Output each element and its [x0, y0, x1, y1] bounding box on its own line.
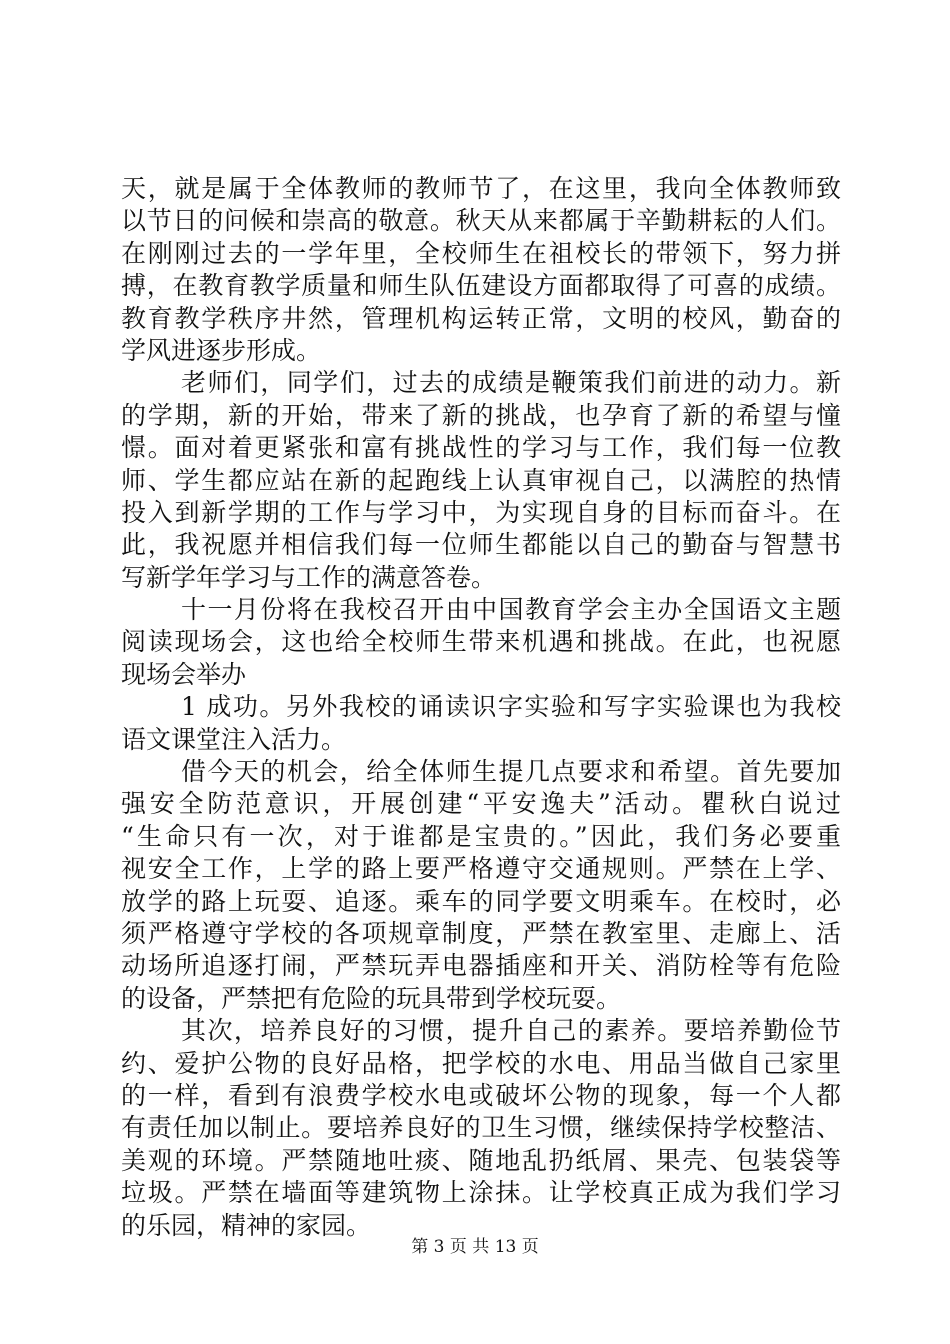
text-line: 美观的环境。严禁随地吐痰、随地乱扔纸屑、果壳、包装袋等	[121, 1145, 841, 1175]
text-line: 写新学年学习与工作的满意答卷。	[121, 562, 497, 592]
text-line: 以节日的问候和崇高的敬意。秋天从来都属于辛勤耕耘的人们。	[121, 206, 841, 236]
text-line: 憬。面对着更紧张和富有挑战性的学习与工作，我们每一位教	[121, 433, 841, 463]
text-line: 在刚刚过去的一学年里，全校师生在祖校长的带领下，努力拼	[121, 238, 841, 268]
text-line: 的设备，严禁把有危险的玩具带到学校玩耍。	[121, 983, 622, 1013]
text-line: 师、学生都应站在新的起跑线上认真审视自己，以满腔的热情	[121, 465, 841, 495]
text-line: 搏，在教育教学质量和师生队伍建设方面都取得了可喜的成绩。	[121, 271, 841, 301]
text-line: 的学期，新的开始，带来了新的挑战，也孕育了新的希望与憧	[121, 400, 841, 430]
text-line: 垃圾。严禁在墙面等建筑物上涂抹。让学校真正成为我们学习	[121, 1178, 841, 1208]
text-line: 有责任加以制止。要培养良好的卫生习惯，继续保持学校整洁、	[121, 1113, 841, 1143]
page-footer: 第 3 页 共 13 页	[411, 1237, 539, 1257]
text-line: 借今天的机会，给全体师生提几点要求和希望。首先要加	[181, 757, 841, 787]
text-line: 教育教学秩序井然，管理机构运转正常，文明的校风，勤奋的	[121, 303, 841, 333]
text-line: 此，我祝愿并相信我们每一位师生都能以自己的勤奋与智慧书	[121, 530, 841, 560]
text-line: 须严格遵守学校的各项规章制度，严禁在教室里、走廊上、活	[121, 918, 841, 948]
text-line: 视安全工作，上学的路上要严格遵守交通规则。严禁在上学、	[121, 854, 841, 884]
text-line: 阅读现场会，这也给全校师生带来机遇和挑战。在此，也祝愿	[121, 627, 841, 657]
text-line: 语文课堂注入活力。	[121, 724, 347, 754]
text-line: 动场所追逐打闹，严禁玩弄电器插座和开关、消防栓等有危险	[121, 951, 841, 981]
text-line: 其次，培养良好的习惯，提升自己的素养。要培养勤俭节	[181, 1016, 841, 1046]
text-line: 强安全防范意识，开展创建“平安逸夫”活动。瞿秋白说过	[121, 789, 841, 819]
text-line: 的乐园，精神的家园。	[121, 1210, 372, 1240]
text-line: 十一月份将在我校召开由中国教育学会主办全国语文主题	[181, 595, 841, 625]
document-body	[121, 173, 841, 1242]
text-line: 天，就是属于全体教师的教师节了，在这里，我向全体教师致	[121, 174, 841, 203]
text-line: 现场会举办	[121, 659, 247, 689]
text-line: 约、爱护公物的良好品格，把学校的水电、用品当做自己家里	[121, 1048, 841, 1078]
text-line: 投入到新学期的工作与学习中，为实现自身的目标而奋斗。在	[121, 497, 841, 527]
text-line: 放学的路上玩耍、追逐。乘车的同学要文明乘车。在校时，必	[121, 886, 841, 916]
text-line: 学风进逐步形成。	[121, 335, 322, 365]
text-line: 的一样，看到有浪费学校水电或破坏公物的现象，每一个人都	[121, 1080, 841, 1110]
text-line: 老师们，同学们，过去的成绩是鞭策我们前进的动力。新	[181, 368, 841, 398]
text-line: “生命只有一次，对于谁都是宝贵的。”因此，我们务必要重	[121, 821, 841, 851]
text-line: 1 成功。另外我校的诵读识字实验和写字实验课也为我校	[181, 692, 841, 722]
